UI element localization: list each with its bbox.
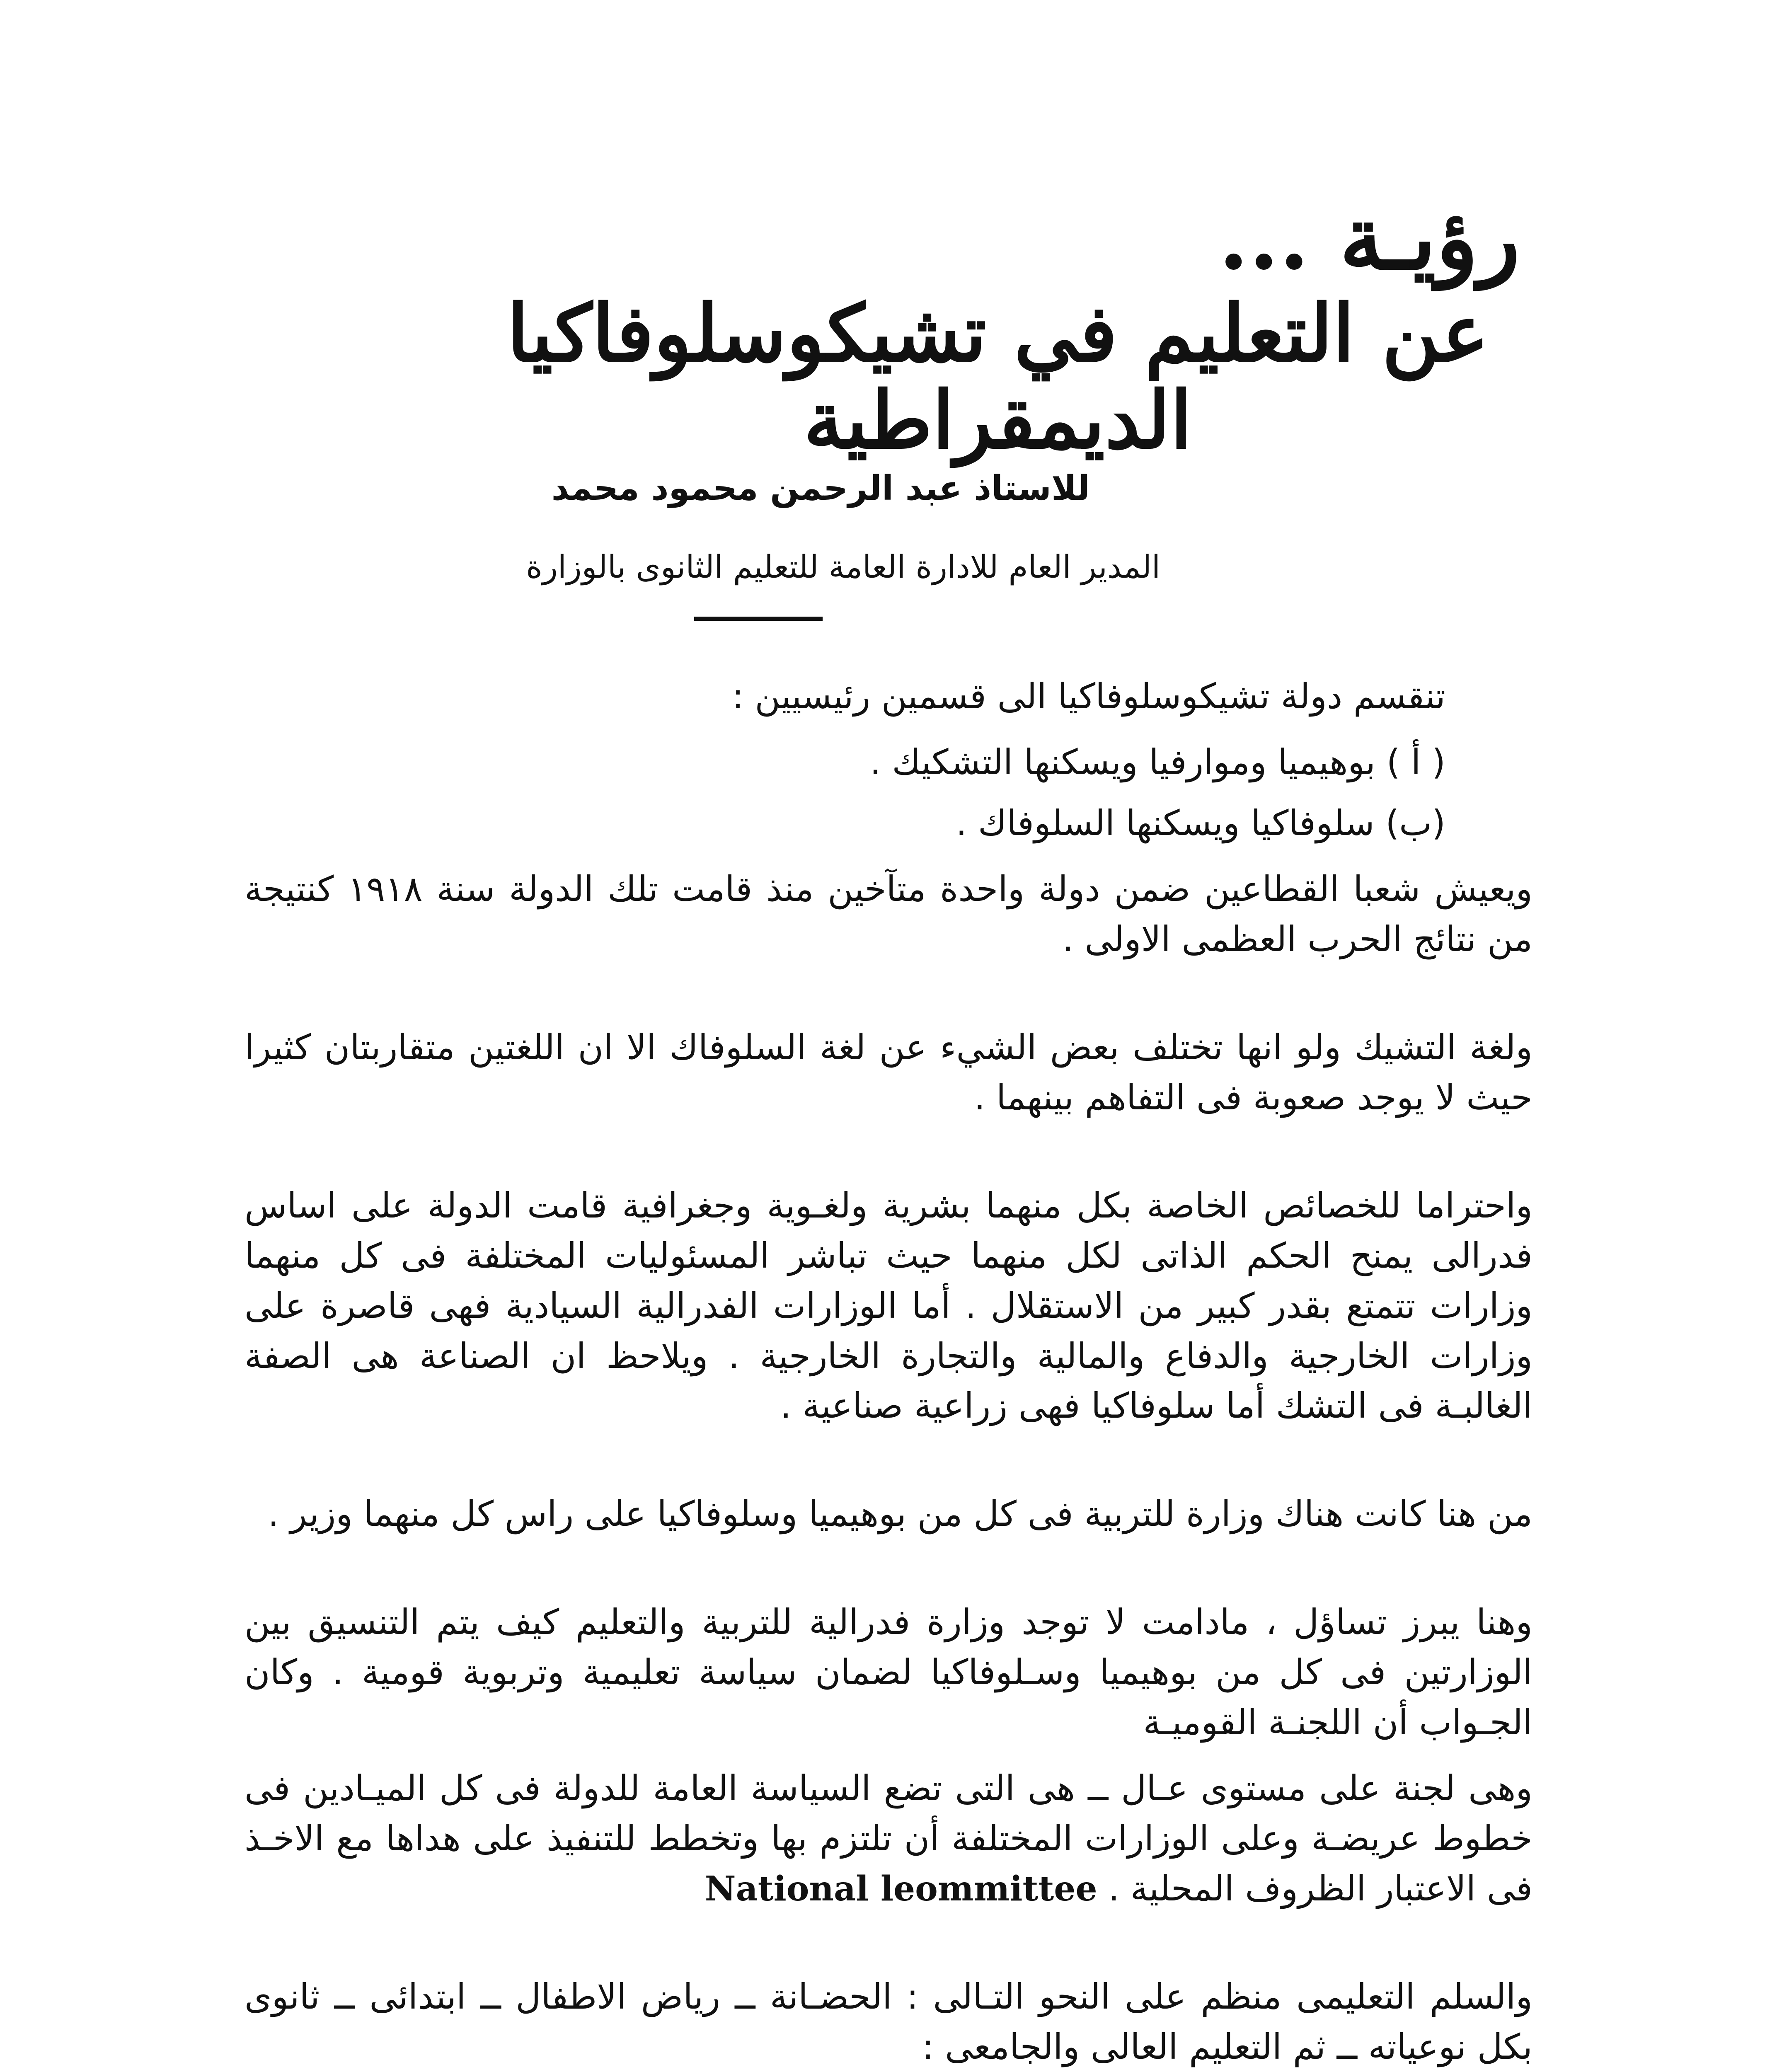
document-kicker-title: رؤيـة ... [1218,187,1520,289]
paragraph-6: واحتراما للخصائص الخاصة بكل منهما بشرية ولغـوية وجغرافية قامت الدولة على اساس فدرالى يمنح الحكم الذاتى لكل منهما حيث تباشر المسئوليات المختلفة فى كل منهما وزارات تتمتع بقدر كبير من الاستقلال . أما الوزارات الفدرالية السيادية فهى قاصرة على وزارات الخارجية والدفاع والمالية والتجارة الخارجية . ويلاحظ ان الصناعة هى الصفة الغالبـة فى التشك أما سلوفاكيا فهى زراعية صناعية . [245,1185,1532,1426]
paragraph-2: ( أ ) بوهيميا وموارفيا ويسكنها التشكيك . [869,741,1445,782]
paragraph-1: تنقسم دولة تشيكوسلوفاكيا الى قسمين رئيسيين : [732,676,1445,716]
paragraph-9 [245,1763,1532,1914]
author-line: للاستاذ عبد الرحمن محمود محمد [551,469,1090,508]
paragraph-5: ولغة التشيك ولو انها تختلف بعض الشيء عن لغة السلوفاك الا ان اللغتين متقاربتان كثيرا حيث لا يوجد صعوبة فى التفاهم بينهما . [245,1026,1532,1118]
paragraph-10: والسلم التعليمى منظم على النحو التـالى : الحضـانة ــ رياض الاطفال ــ ابتدائى ــ ثانوى بكل نوعياته ــ ثم التعليم العالى والجامعى : [245,1976,1532,2067]
english-inline-term: National leommittee [705,1869,1097,1909]
author-position: المدير العام للادارة العامة للتعليم الثانوى بالوزارة [526,548,1160,585]
paragraph-8: وهنا يبرز تساؤل ، مادامت لا توجد وزارة فدرالية للتربية والتعليم كيف يتم التنسيق بين الوزارتين فى كل من بوهيميا وسـلوفاكيا لضمان سياسة تعليمية وتربوية قومية . وكان الجـواب أن اللجنـة القوميـة [245,1602,1532,1743]
paragraph-3: (ب) سلوفاكيا ويسكنها السلوفاك . [956,802,1445,843]
paragraph-7: من هنا كانت هناك وزارة للتربية فى كل من بوهيميا وسلوفاكيا على راس كل منهما وزير . [268,1493,1532,1535]
article-body [245,671,1532,2072]
document-main-title: عن التعليم في تشيكوسلوفاكيا الديمقراطية [507,287,1489,466]
paragraph-9-text: وهى لجنة على مستوى عـال ــ هى التى تضع السياسة العامة للدولة فى كل الميـادين فى خطوط عريضـة وعلى الوزارات المختلفة أن تلتزم بها وتخطط للتنفيذ على هداها مع الاخـذ فى الاعتبار الظروف المحلية . [245,1768,1532,1909]
paragraph-4: ويعيش شعبا القطاعين ضمن دولة واحدة متآخين منذ قامت تلك الدولة سنة ١٩١٨ كنتيجة من نتائج الحرب العظمى الاولى . [245,868,1532,959]
title-divider [694,617,823,621]
